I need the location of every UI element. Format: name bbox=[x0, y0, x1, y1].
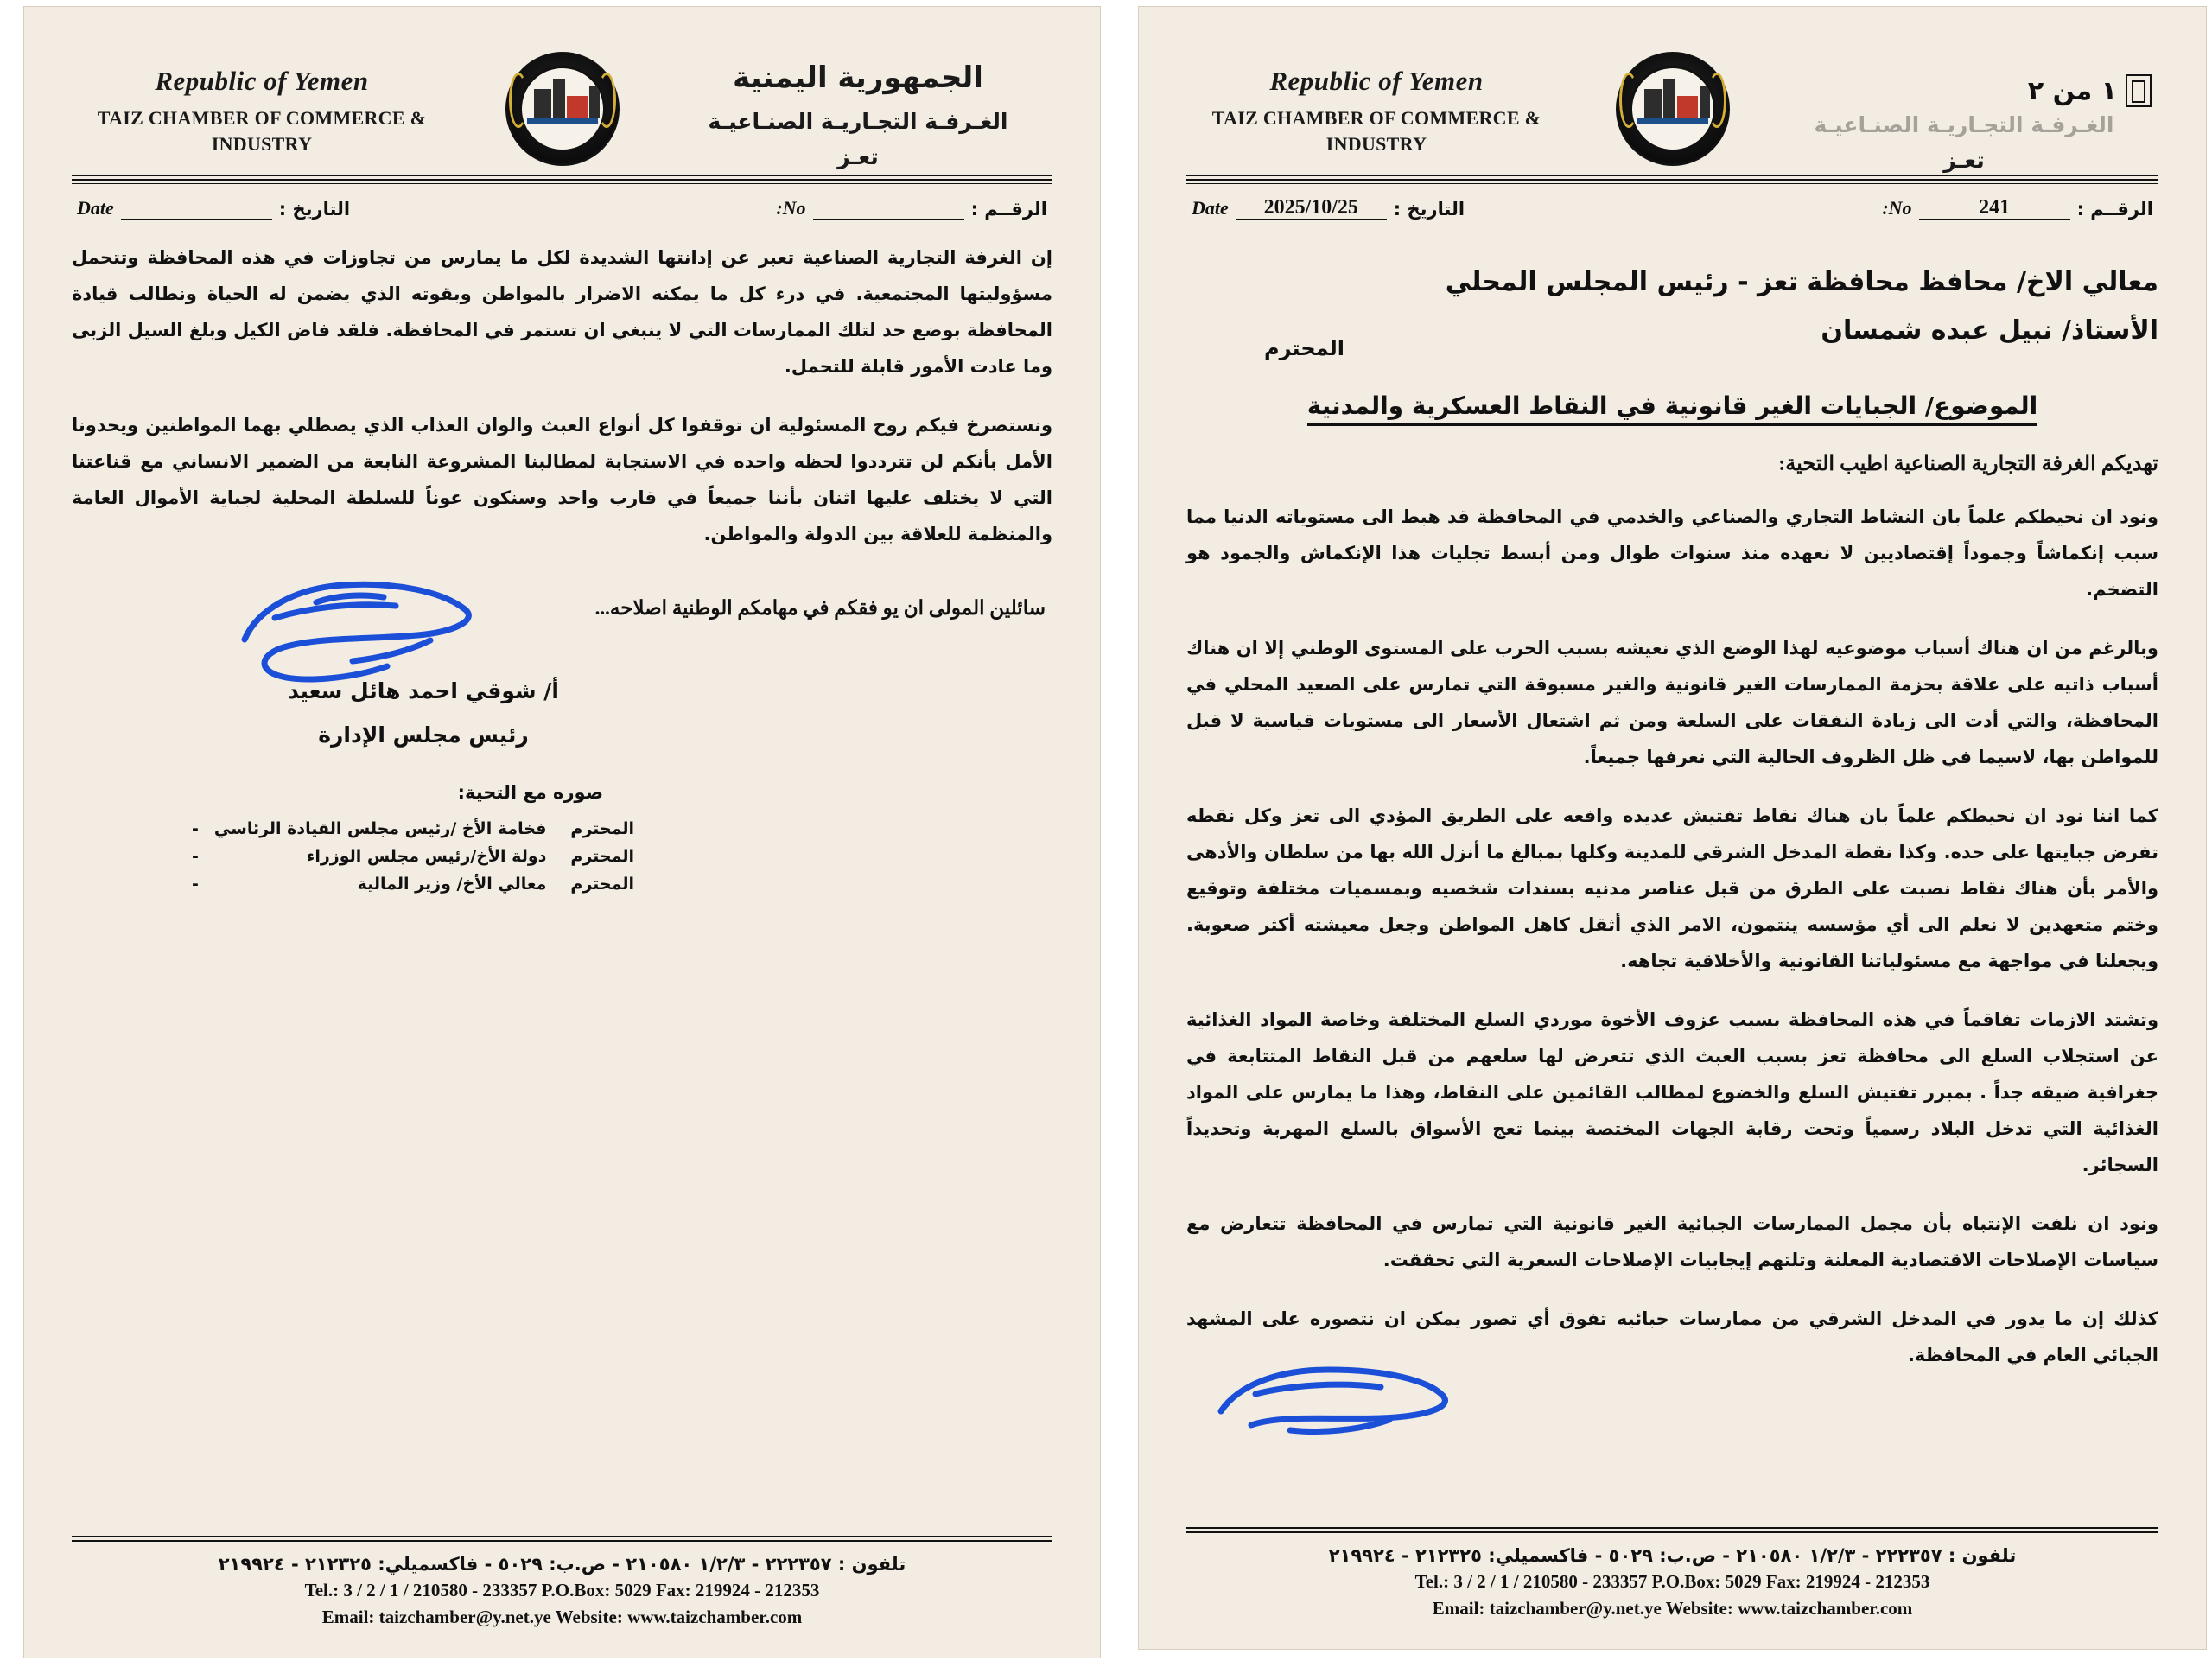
date-label-en: Date bbox=[1192, 197, 1229, 219]
signature-block-left bbox=[72, 575, 1052, 773]
letterhead-right bbox=[1186, 41, 2158, 171]
date-label-ar: التاريخ : bbox=[1393, 199, 1465, 220]
date-field-right[interactable] bbox=[1192, 196, 1465, 220]
cc-honorific: المحترم bbox=[570, 819, 634, 838]
header-divider bbox=[1186, 175, 2158, 181]
document-page-left bbox=[24, 7, 1100, 1658]
footer-email-web: Email: taizchamber@y.net.ye Website: www.taizchamber.com bbox=[321, 1607, 803, 1627]
paragraph: وبالرغم من ان هناك أسباب موضوعيه لهذا الوضع الذي نعيشه بسبب الحرب على المستوى الوطني إلا ان هناك أسباب ذاتيه على علاقة بحزمة الممارسات الغير قانونية والغير مسبوقة التي تمارس على الصعيد المحلي في المحافظة، والتي أدت الى زيادة النفقات على السلعة ومن ثم اشتعال الأسعار الى مستويات قياسية لا قبل للمواطن بها، لاسيما في ظل الظروف الحالية التي نعرفها جميعاً. bbox=[1186, 638, 2158, 767]
letterhead-english-right bbox=[1195, 66, 1558, 156]
addressee-block bbox=[1186, 262, 2158, 360]
chamber-name-en-line2: INDUSTRY bbox=[211, 132, 313, 155]
cc-honorific: المحترم bbox=[570, 847, 634, 866]
footer-phone-ar: تلفون : ٢٢٢٣٥٧ - ١/٢/٣ ٢١٠٥٨٠ - ص.ب: ٥٠٢٩ - فاكسميلي: ٢١٢٣٢٥ - ٢١٩٩٢٤ bbox=[1328, 1545, 2017, 1566]
letter-footer-left bbox=[72, 1532, 1052, 1628]
logo-text: TCCI bbox=[1656, 131, 1688, 144]
addressee-honorific: المحترم bbox=[1264, 336, 1344, 360]
table-row bbox=[188, 870, 672, 898]
tcci-logo bbox=[1616, 52, 1730, 166]
reference-number-field-right[interactable] bbox=[1882, 196, 2153, 220]
footer-tel-en: Tel.: 3 / 2 / 1 / 210580 - 233357 P.O.Box: 5029 Fax: 219924 - 212353 bbox=[304, 1580, 820, 1601]
header-divider bbox=[72, 175, 1052, 181]
republic-ar-text: الجمهورية اليمنية bbox=[733, 60, 983, 95]
paragraph: إن الغرفة التجارية الصناعية تعبر عن إدانتها الشديدة لكل ما يمارس من تجاوزات في هذه المحافظة وتتحمل مسؤوليتها المجتمعية. في درء كل ما يمكنه الاضرار بالمواطن وبقوته الذي يضمن له الحياة ونطالب قيادة المحافظة بوضع حد لتلك الممارسات التي لا ينبغي ان تستمر في المحافظة. فلقد فاض الكيل وبلغ السيل الزبى وما عادت الأمور قابلة للتحمل. bbox=[72, 247, 1052, 377]
signatory-title: رئيس مجلس الإدارة bbox=[318, 722, 529, 748]
chamber-name-ar: الغـرفـة التجـاريـة الصنـاعيـة bbox=[1814, 112, 2114, 137]
footer-email-web: Email: taizchamber@y.net.ye Website: www.taizchamber.com bbox=[1432, 1598, 1913, 1619]
cc-table bbox=[188, 815, 672, 898]
letterhead-arabic-left bbox=[672, 60, 1044, 169]
table-row bbox=[188, 815, 672, 843]
chamber-name-en-line2: INDUSTRY bbox=[1325, 132, 1427, 155]
republic-of-yemen-text: Republic of Yemen bbox=[1269, 66, 1484, 96]
signatory-name: أ/ شوقي احمد هائل سعيد bbox=[288, 678, 559, 703]
date-field-left[interactable] bbox=[77, 196, 350, 220]
date-label-ar: التاريخ : bbox=[278, 199, 351, 220]
date-value-left bbox=[121, 196, 272, 220]
footer-tel-en: Tel.: 3 / 2 / 1 / 210580 - 233357 P.O.Box: 5029 Fax: 219924 - 212353 bbox=[1414, 1571, 1930, 1592]
no-date-row-left bbox=[72, 184, 1052, 239]
footer-divider bbox=[72, 1536, 1052, 1542]
date-label-en: Date bbox=[77, 197, 114, 219]
page-indicator-text: ١ من ٢ bbox=[2027, 75, 2117, 106]
footer-divider bbox=[1186, 1527, 2158, 1533]
letter-footer-right bbox=[1186, 1524, 2158, 1620]
letterhead-left bbox=[72, 41, 1052, 171]
cc-text: دولة الأخ/رئيس مجلس الوزراء bbox=[306, 847, 547, 866]
no-date-row-right bbox=[1186, 184, 2158, 239]
letter-body-right bbox=[1186, 499, 2158, 1373]
city-name-ar: تعـز bbox=[1943, 148, 1985, 173]
footer-phone-ar: تلفون : ٢٢٢٣٥٧ - ١/٢/٣ ٢١٠٥٨٠ - ص.ب: ٥٠٢٩ - فاكسميلي: ٢١٢٣٢٥ - ٢١٩٩٢٤ bbox=[218, 1554, 906, 1575]
date-value-right: 2025/10/25 bbox=[1236, 196, 1387, 220]
letterhead-english-left bbox=[80, 66, 443, 156]
chamber-name-en-line1: TAIZ CHAMBER OF COMMERCE & bbox=[1211, 107, 1541, 129]
letterhead-arabic-right bbox=[1778, 99, 2150, 173]
reference-number-field-left[interactable] bbox=[776, 196, 1047, 220]
city-name-ar: تعـز bbox=[837, 144, 879, 169]
cc-dash: - bbox=[192, 819, 199, 838]
paragraph: ونود ان نلفت الإنتباه بأن مجمل الممارسات الجبائية الغير قانونية التي تمارس في المحافظة تتعارض مع سياسات الإصلاحات الاقتصادية المعلنة وتلتهم إيجابيات الإصلاحات السعرية التي تحققت. bbox=[1186, 1213, 2158, 1270]
logo-text: TCCI bbox=[546, 131, 578, 144]
subject-text: الموضوع/ الجبايات الغير قانونية في النقاط العسكرية والمدنية bbox=[1307, 391, 2038, 426]
paragraph: كذلك إن ما يدور في المدخل الشرقي من ممارسات جبائيه تفوق أي تصور يمكن ان نتصوره على المشهد الجبائي العام في المحافظة. bbox=[1186, 1308, 2158, 1365]
table-row bbox=[188, 843, 672, 870]
no-label-ar: الرقــم : bbox=[970, 199, 1047, 220]
paragraph: ونستصرخ فيكم روح المسئولية ان توقفوا كل أنواع العبث والوان العذاب الذي يصطلي بهما المواطنين ويحدونا الأمل بأنكم لن تترددوا لحظه واحده في الاستجابة لمطالبنا المشروعة النابعة من الضمير الانساني مع قناعتنا التي لا يختلف عليها اثنان بأننا جميعاً في قارب واحد وسنكون عوناً للسلطة المحلية لجباية الأموال العامة والمنظمة للعلاقة بين الدولة والمواطن. bbox=[72, 415, 1052, 544]
chamber-name-en-line1: TAIZ CHAMBER OF COMMERCE & bbox=[97, 107, 427, 129]
cc-title: صوره مع التحية: bbox=[457, 782, 603, 803]
addressee-line-1: معالي الاخ/ محافظ محافظة تعز - رئيس المجلس المحلي bbox=[1445, 267, 2158, 297]
republic-of-yemen-text: Republic of Yemen bbox=[155, 66, 369, 96]
no-label-en: No: bbox=[1882, 197, 1912, 219]
subject-line bbox=[1186, 391, 2158, 420]
tcci-logo bbox=[505, 52, 620, 166]
paragraph: ونود ان نحيطكم علماً بان النشاط التجاري والصناعي والخدمي في المحافظة قد هبط الى مستوياته الدنيا مما سبب إنكماشاً وجموداً إقتصاديين لا نعهده منذ سنوات طوال ومن أبسط تجليات هذا الإنكماش والجمود هو التضخم. bbox=[1186, 506, 2158, 600]
no-label-en: No: bbox=[776, 197, 806, 219]
cc-text: معالي الأخ/ وزير المالية bbox=[357, 875, 547, 894]
cc-list bbox=[72, 782, 1052, 898]
letter-body-left bbox=[72, 239, 1052, 552]
paragraph: كما اننا نود ان نحيطكم علماً بان هناك نقاط تفتيش عديده وافعه على الطريق المؤدي الى تعز وكل نقطه تفرض جبايتها على حده. وكذا نقطة المدخل الشرقي للمدينة وكلها بمبالغ ما أنزل الله بها من سلطان والأدهى والأمر بأن هناك نقاط نصبت على الطرق من قبل عناصر مدنيه بسندات شخصيه وبمسميات مختلفة وتوقيع وختم متعهدين لا نعلم الى أي مؤسسه ينتمون، الامر الذي أثقل كاهل المواطن وجعل معيشته أكثر صعوبة. ويجعلنا في مواجهة مع مسئولياتنا القانونية والأخلاقية تجاهه. bbox=[1186, 805, 2158, 971]
no-value-left bbox=[813, 196, 964, 220]
no-value-right: 241 bbox=[1919, 196, 2070, 220]
cc-dash: - bbox=[192, 875, 199, 894]
cc-honorific: المحترم bbox=[570, 875, 634, 894]
handwritten-signature bbox=[1208, 1351, 1467, 1454]
chamber-name-ar: الغـرفـة التجـاريـة الصنـاعيـة bbox=[708, 109, 1008, 134]
document-page-right bbox=[1139, 7, 2206, 1649]
paragraph: وتشتد الازمات تفاقماً في هذه المحافظة بسبب عزوف الأخوة موردي السلع المختلفة وخاصة المواد الغذائية عن استجلاب السلع الى محافظة تعز بسبب العبث الذي تتعرض لها سلعهم من قبل النقاط المتتابعة في جغرافية ضيقه جداً . بمبرر تفتيش السلع والخضوع لمطالب القائمين على النقاط، وهذا ما يمارس على المواد الغذائية التي تدخل البلاد رسمياً وتحت رقابة الجهات المختصة بينما تعج الأسواق بالسلع المهربة وتحديداً السجائر. bbox=[1186, 1009, 2158, 1175]
handwritten-signature bbox=[223, 557, 499, 696]
closing-note: سائلين المولى ان يو فقكم في مهامكم الوطنية اصلاحه... bbox=[594, 597, 1046, 619]
no-label-ar: الرقــم : bbox=[2076, 199, 2153, 220]
addressee-line-2: الأستاذ/ نبيل عبده شمسان bbox=[1821, 315, 2158, 346]
cc-text: فخامة الأخ /رئيس مجلس القيادة الرئاسي bbox=[213, 819, 547, 838]
cc-dash: - bbox=[192, 847, 199, 866]
salutation: تهديكم الغرفة التجارية الصناعية اطيب التحية: bbox=[1778, 453, 2158, 475]
